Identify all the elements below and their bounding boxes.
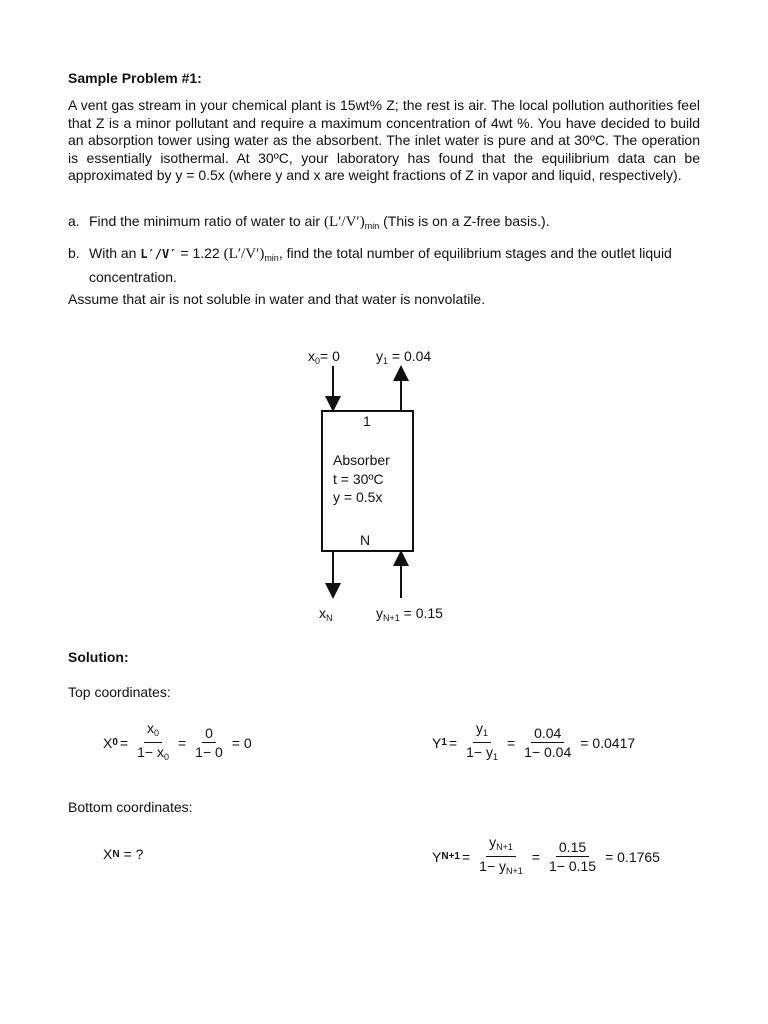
part-b-ratio-sub: min xyxy=(264,253,279,263)
yn1-label: $y_{N+1} = 0.15$ xyxy=(376,605,443,623)
part-a-note: (This is on a Z-free basis.). xyxy=(383,213,550,229)
box-label-temperature: t = 30ºC xyxy=(333,471,384,487)
equation-x0: X 0 = $\frac{x_0}{1- x_0}$ = $\frac{0}{1- 0}$ = 0 xyxy=(103,720,252,762)
equation-yn1: Y N+1 = $\frac{y_{N+1}}{1- y_{N+1}}$ = $\frac{0.15}{1- 0.15}$ = 0.1765 xyxy=(432,834,660,876)
part-a-label: a. xyxy=(68,213,80,229)
box-label-equilibrium: y = 0.5x xyxy=(333,489,383,505)
stage-1-label: 1 xyxy=(363,413,371,429)
problem-heading: Sample Problem #1: xyxy=(68,70,202,86)
part-b-equals: = 1.22 xyxy=(180,245,220,261)
bottom-coordinates-label: Bottom coordinates: xyxy=(68,799,193,815)
part-a-text: Find the minimum ratio of water to air xyxy=(89,213,321,229)
x0-label: $x_0= 0$ xyxy=(308,348,340,366)
part-b-ratio-expr: L′/V′ xyxy=(140,247,177,261)
solution-heading: Solution: xyxy=(68,649,129,665)
box-label-absorber: Absorber xyxy=(333,452,390,468)
part-b-ratio: (L′/V′) xyxy=(223,246,265,262)
xn-label: $x_N$ xyxy=(319,605,333,623)
top-coordinates-label: Top coordinates: xyxy=(68,684,171,700)
part-b-label: b. xyxy=(68,245,80,261)
assumption-text: Assume that air is not soluble in water and that water is nonvolatile. xyxy=(68,291,486,307)
part-a-ratio: (L′/V′) xyxy=(323,214,365,230)
problem-intro: A vent gas stream in your chemical plant is 15wt% Z; the rest is air. The local pollution authorities feel that Z is a minor pollutant and require a maximum concentration of 4wt %. You have decided to build an absorption tower using water as the absorbent. The inlet water is pure and at 30ºC. The operation is essentially isothermal. At 30ºC, your laboratory has found that the equilibrium data can be approximated by y = 0.5x (where y and x are weight fractions of Z in vapor and liquid, respectively). xyxy=(68,97,700,183)
stage-n-label: N xyxy=(360,532,371,548)
equation-xn: X N = ? xyxy=(103,846,144,862)
part-b-text: With an xyxy=(89,245,137,261)
part-b-text-after: , find the total number of equilibrium stages and the outlet liquid concentration. xyxy=(89,245,672,285)
part-a-ratio-sub: min xyxy=(364,221,380,231)
equation-y1: Y 1 = $\frac{y_1}{1- y_1}$ = $\frac{0.04}{1- 0.04}$ = 0.0417 xyxy=(432,720,636,762)
y1-label: $y_1 = 0.04$ xyxy=(376,348,432,366)
